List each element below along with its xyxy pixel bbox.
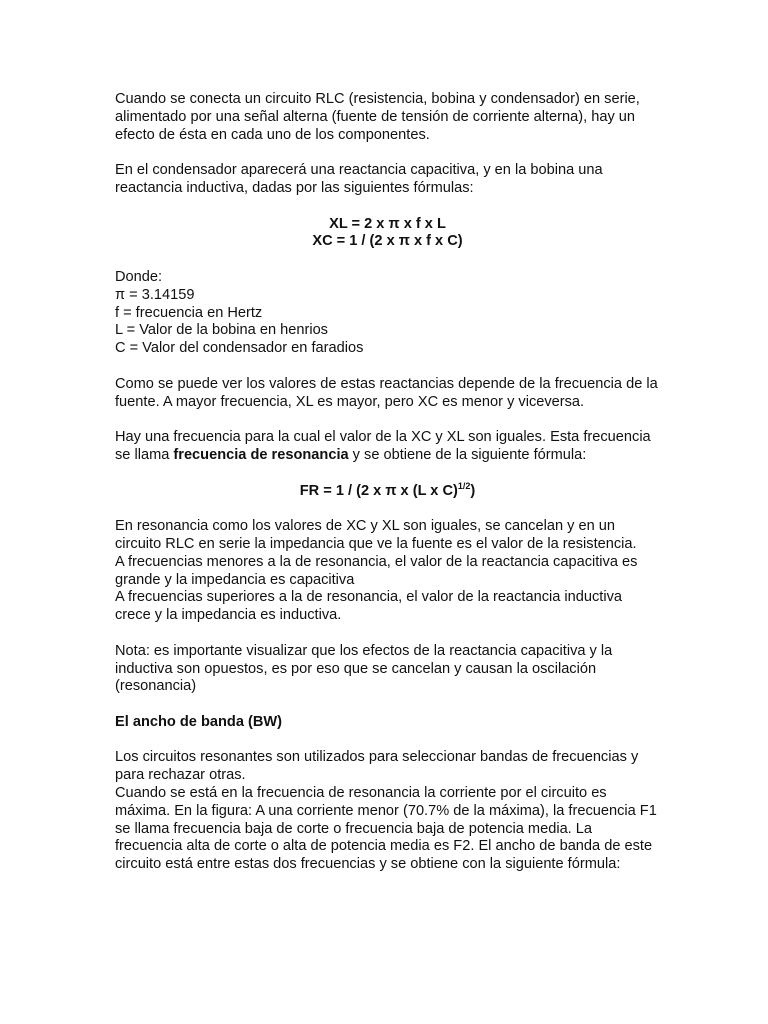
resonancia-effects-block <box>115 518 660 625</box>
resonancia-paragraph <box>115 429 660 465</box>
heading-ancho-de-banda: El ancho de banda (BW) <box>115 713 283 730</box>
donde-title: Donde: <box>115 268 163 285</box>
resonancia-after: y se obtiene de la siguiente fórmula: <box>348 446 587 463</box>
nota-paragraph: Nota: es importante visualizar que los efectos de la reactancia capacitiva y la inductiva son opuestos, es por eso que se cancelan y causan la oscilación (resonancia) <box>115 642 613 695</box>
formula-xc: XC = 1 / (2 x π x f x C) <box>312 233 463 250</box>
reactance-formulas <box>115 216 660 252</box>
donde-pi: π = 3.14159 <box>115 286 195 303</box>
resonancia-bold: frecuencia de resonancia <box>173 446 349 463</box>
donde-l: L = Valor de la bobina en henrios <box>115 322 328 339</box>
formula-xl: XL = 2 x π x f x L <box>329 215 446 232</box>
bw-intro-text: Los circuitos resonantes son utilizados para seleccionar bandas de frecuencias y para rechazar otras. <box>115 749 639 784</box>
bw-detalle-text: Cuando se está en la frecuencia de resonancia la corriente por el circuito es máxima. En la figura: A una corriente menor (70.7% de la máxima), la frecuencia F1 se llama frecuencia baja de corte o frecuencia baja de potencia media. La frecuencia alta de corte o alta de potencia media es F2. El ancho de banda de este circuito está entre estas dos frecuencias y se obtiene con la siguiente fórmula: <box>115 785 657 873</box>
bw-block <box>115 749 660 874</box>
formula-fr <box>115 480 660 501</box>
en-resonancia-text: En resonancia como los valores de XC y XL son iguales, se cancelan y en un circuito RLC en serie la impedancia que ve la fuente es el valor de la resistencia. <box>115 518 637 552</box>
frec-menores-text: A frecuencias menores a la de resonancia, el valor de la reactancia capacitiva es grande y la impedancia es capacitiva <box>115 553 638 588</box>
donde-c: C = Valor del condensador en faradios <box>115 340 364 357</box>
frec-superiores-text: A frecuencias superiores a la de resonancia, el valor de la reactancia inductiva crece y la impedancia es inductiva. <box>115 589 623 624</box>
document-page <box>115 91 660 892</box>
donde-block <box>115 269 660 358</box>
dependencia-paragraph: Como se puede ver los valores de estas reactancias depende de la frecuencia de la fuente. A mayor frecuencia, XL es mayor, pero XC es menor y viceversa. <box>115 375 658 410</box>
intro-paragraph: Cuando se conecta un circuito RLC (resistencia, bobina y condensador) en serie, alimentado por una señal alterna (fuente de tensión de corriente alterna), hay un efecto de ésta en cada uno de los componentes. <box>115 91 640 143</box>
formula-fr-main: FR = 1 / (2 x π x (L x C) <box>299 482 458 499</box>
resonancia-before: Hay una frecuencia para la cual el valor de la XC y XL son iguales. Esta frecuencia se llama <box>115 429 651 463</box>
formula-fr-exponent: 1/2 <box>457 480 471 491</box>
donde-f: f = frecuencia en Hertz <box>115 304 263 321</box>
reactancias-paragraph: En el condensador aparecerá una reactancia capacitiva, y en la bobina una reactancia inductiva, dadas por las siguientes fórmulas: <box>115 162 603 196</box>
formula-fr-close: ) <box>470 482 476 499</box>
